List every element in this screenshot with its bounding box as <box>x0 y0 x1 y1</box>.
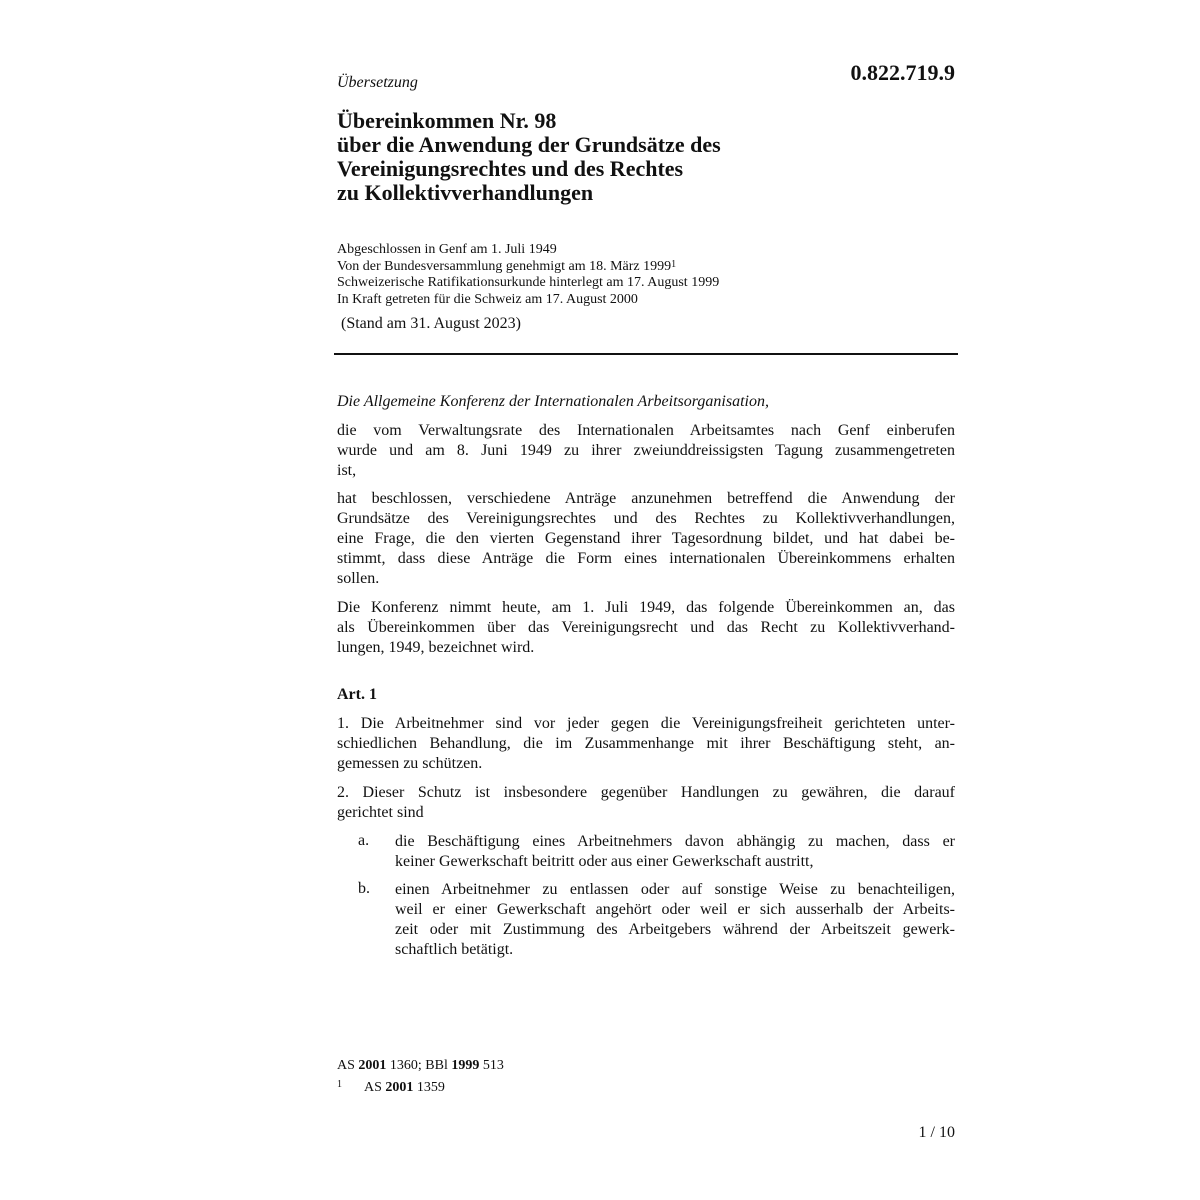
text-line: 1. Die Arbeitnehmer sind vor jeder gegen die Vereinigungsfreiheit gerichteten unter- <box>337 715 955 732</box>
list-item-letter: a. <box>358 832 370 849</box>
text-line: ist, <box>337 462 357 479</box>
article1-paragraph-1 <box>337 714 955 774</box>
status-date: (Stand am 31. August 2023) <box>341 315 521 332</box>
page-number: 1 / 10 <box>918 1124 955 1141</box>
footnote-1 <box>337 1080 445 1096</box>
text-line: als Übereinkommen über das Vereinigungsrecht und das Recht zu Kollektivverhand- <box>337 619 955 636</box>
footnote-number: 1 <box>337 1079 342 1090</box>
preamble-heading: Die Allgemeine Konferenz der Internationalen Arbeitsorganisation, <box>337 393 769 410</box>
text-line: sollen. <box>337 570 380 587</box>
approved-date: Von der Bundesversammlung genehmigt am 18. März 1999 <box>337 258 672 274</box>
text-line: schaftlich betätigt. <box>395 941 514 958</box>
document-title <box>337 109 937 205</box>
in-force-date: In Kraft getreten für die Schweiz am 17. August 2000 <box>337 291 638 307</box>
text-line: gemessen zu schützen. <box>337 755 483 772</box>
text-line: schiedlichen Behandlung, die im Zusammenhange mit ihrer Beschäftigung steht, an- <box>337 735 955 752</box>
text-line: Grundsätze des Vereinigungsrechtes und des Rechtes zu Kollektivverhandlungen, <box>337 510 955 527</box>
concluded-date: Abgeschlossen in Genf am 1. Juli 1949 <box>337 242 557 257</box>
title-line: über die Anwendung der Grundsätze des <box>337 132 721 157</box>
translation-label: Übersetzung <box>337 74 418 91</box>
text-line: gerichtet sind <box>337 804 424 821</box>
list-item-text <box>395 832 955 872</box>
approved-date-line <box>337 259 719 276</box>
text-line: keiner Gewerkschaft beitritt oder aus einer Gewerkschaft austritt, <box>395 853 814 870</box>
title-line: Übereinkommen Nr. 98 <box>337 108 557 133</box>
text-line: stimmt, dass diese Anträge die Form eines internationalen Übereinkommens erhalten <box>337 550 955 567</box>
citation-as-page: 1360; BBl <box>389 1058 448 1073</box>
text-line: lungen, 1949, bezeichnet wird. <box>337 639 535 656</box>
preamble-paragraph-3 <box>337 598 955 658</box>
text-line: zeit oder mit Zustimmung des Arbeitgebers während der Arbeitszeit gewerk- <box>395 921 955 938</box>
citation-bbl-page: 513 <box>482 1058 504 1073</box>
ratification-date: Schweizerische Ratifikationsurkunde hinterlegt am 17. August 1999 <box>337 275 720 290</box>
text-line: 2. Dieser Schutz ist insbesondere gegenüber Handlungen zu gewähren, die darauf <box>337 784 955 801</box>
text-line: weil er einer Gewerkschaft angehört oder weil er sich ausserhalb der Arbeits- <box>395 901 955 918</box>
citation-bbl-year: 1999 <box>451 1058 480 1073</box>
footnote-year: 2001 <box>385 1080 414 1095</box>
list-item-text <box>395 880 955 960</box>
text-line: Die Konferenz nimmt heute, am 1. Juli 1949, das folgende Übereinkommen an, das <box>337 599 955 616</box>
list-item-letter: b. <box>358 880 370 897</box>
article-heading: Art. 1 <box>337 686 377 703</box>
text-line: wurde und am 8. Juni 1949 zu ihrer zweiunddreissigsten Tagung zusammengetreten <box>337 442 955 459</box>
header-divider <box>334 353 958 355</box>
title-line: zu Kollektivverhandlungen <box>337 180 594 205</box>
footnote-as: AS <box>364 1080 382 1095</box>
title-line: Vereinigungsrechtes und des Rechtes <box>337 156 684 181</box>
text-line: die Beschäftigung eines Arbeitnehmers davon abhängig zu machen, dass er <box>395 833 955 850</box>
preamble-paragraph-2 <box>337 489 955 589</box>
footnote-ref[interactable]: 1 <box>671 258 677 270</box>
article1-paragraph-2 <box>337 783 955 823</box>
source-citation <box>337 1058 504 1074</box>
footnote-page: 1359 <box>416 1080 445 1095</box>
text-line: einen Arbeitnehmer zu entlassen oder auf sonstige Weise zu benachteiligen, <box>395 881 955 898</box>
citation-as-year: 2001 <box>358 1058 387 1073</box>
citation-as: AS <box>337 1058 355 1073</box>
treaty-metadata <box>337 242 719 308</box>
text-line: die vom Verwaltungsrate des Internationalen Arbeitsamtes nach Genf einberufen <box>337 422 955 439</box>
text-line: eine Frage, die den vierten Gegenstand ihrer Tagesordnung bildet, und hat dabei be- <box>337 530 955 547</box>
text-line: hat beschlossen, verschiedene Anträge anzunehmen betreffend die Anwendung der <box>337 490 955 507</box>
sr-number: 0.822.719.9 <box>850 60 955 85</box>
preamble-paragraph-1 <box>337 421 955 481</box>
